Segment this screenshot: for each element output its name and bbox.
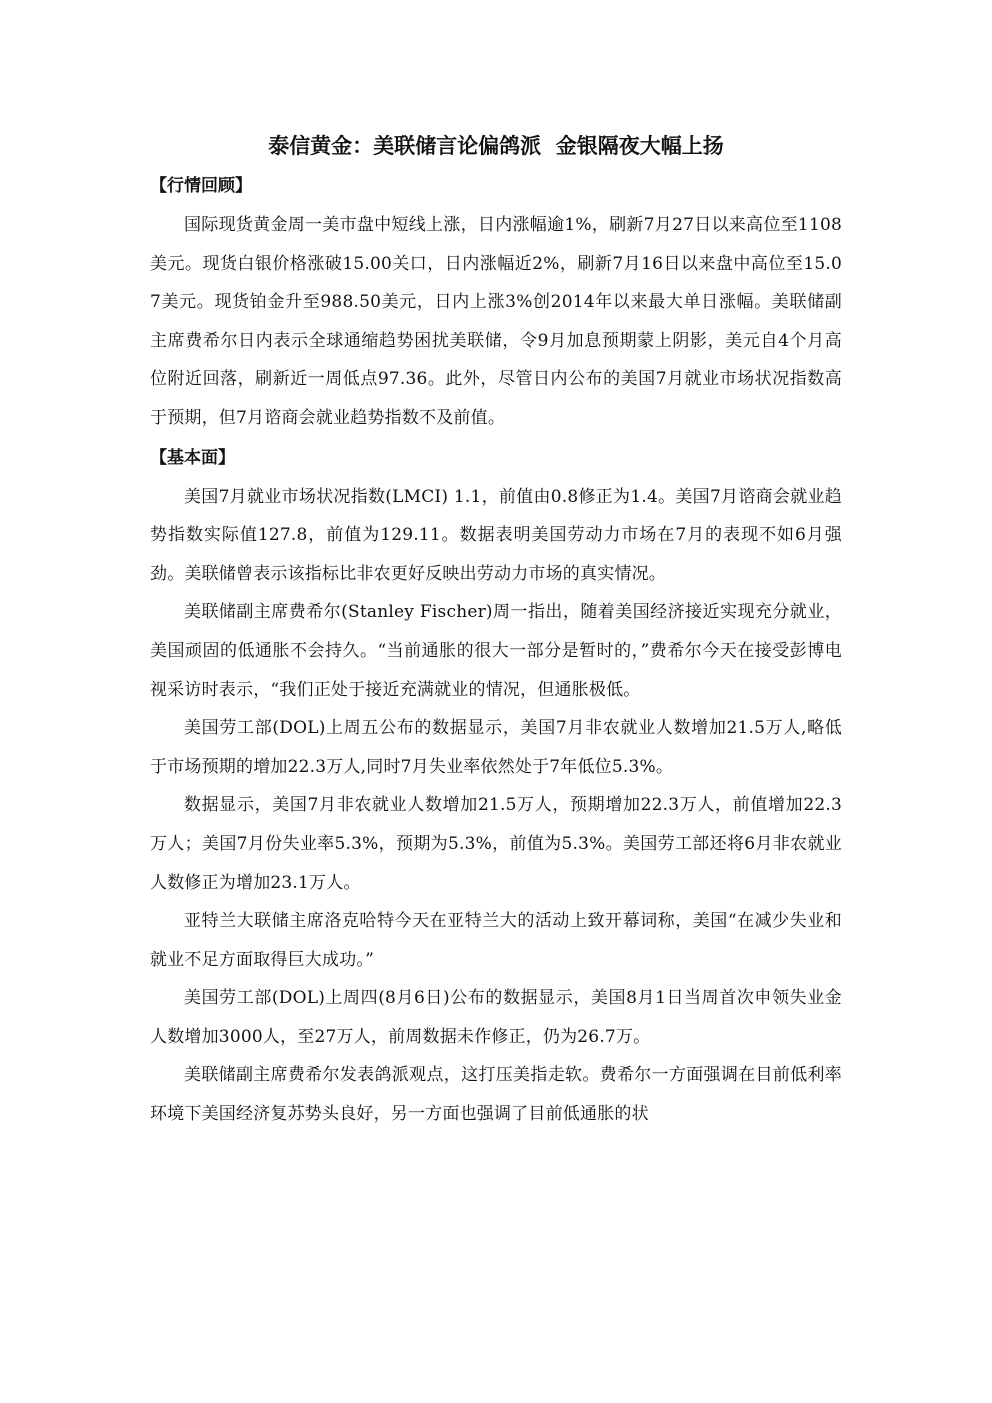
- paragraph: 国际现货黄金周一美市盘中短线上涨，日内涨幅逾1%，刷新7月27日以来高位至1108美元。现货白银价格涨破15.00关口，日内涨幅近2%，刷新7月16日以来盘中高位至15.07美元。现货铂金升至988.50美元，日内上涨3%创2014年以来最大单日涨幅。美联储副主席费希尔日内表示全球通缩趋势困扰美联储，令9月加息预期蒙上阴影，美元自4个月高位附近回落，刷新近一周低点97.36。此外，尽管日内公布的美国7月就业市场状况指数高于预期，但7月谘商会就业趋势指数不及前值。: [150, 215, 842, 428]
- document-page: [150, 126, 842, 1134]
- section-heading-market-review: 【行情回顾】: [150, 176, 252, 196]
- paragraph: 美联储副主席费希尔(Stanley Fischer)周一指出，随着美国经济接近实现充分就业，美国顽固的低通胀不会持久。“当前通胀的很大一部分是暂时的，”费希尔今天在接受彭博电视采访时表示，“我们正处于接近充满就业的情况，但通胀极低。: [150, 602, 842, 700]
- paragraph: 数据显示，美国7月非农就业人数增加21.5万人，预期增加22.3万人，前值增加22.3万人；美国7月份失业率5.3%，预期为5.3%，前值为5.3%。美国劳工部还将6月非农就业人数修正为增加23.1万人。: [150, 795, 842, 893]
- paragraph: 亚特兰大联储主席洛克哈特今天在亚特兰大的活动上致开幕词称，美国“在减少失业和就业不足方面取得巨大成功。”: [150, 911, 842, 970]
- paragraph: 美国劳工部(DOL)上周五公布的数据显示，美国7月非农就业人数增加21.5万人,略低于市场预期的增加22.3万人,同时7月失业率依然处于7年低位5.3%。: [150, 718, 842, 777]
- paragraph: 美国7月就业市场状况指数(LMCI) 1.1，前值由0.8修正为1.4。美国7月谘商会就业趋势指数实际值127.8，前值为129.11。数据表明美国劳动力市场在7月的表现不如6月强劲。美联储曾表示该指标比非农更好反映出劳动力市场的真实情况。: [150, 486, 842, 584]
- paragraph: 美国劳工部(DOL)上周四(8月6日)公布的数据显示，美国8月1日当周首次申领失业金人数增加3000人，至27万人，前周数据未作修正，仍为26.7万。: [150, 988, 842, 1047]
- document-title: 泰信黄金：美联储言论偏鸽派 金银隔夜大幅上扬: [268, 133, 724, 158]
- section-heading-fundamentals: 【基本面】: [150, 447, 235, 468]
- paragraph: 美联储副主席费希尔发表鸽派观点，这打压美指走软。费希尔一方面强调在目前低利率环境下美国经济复苏势头良好，另一方面也强调了目前低通胀的状: [150, 1065, 842, 1125]
